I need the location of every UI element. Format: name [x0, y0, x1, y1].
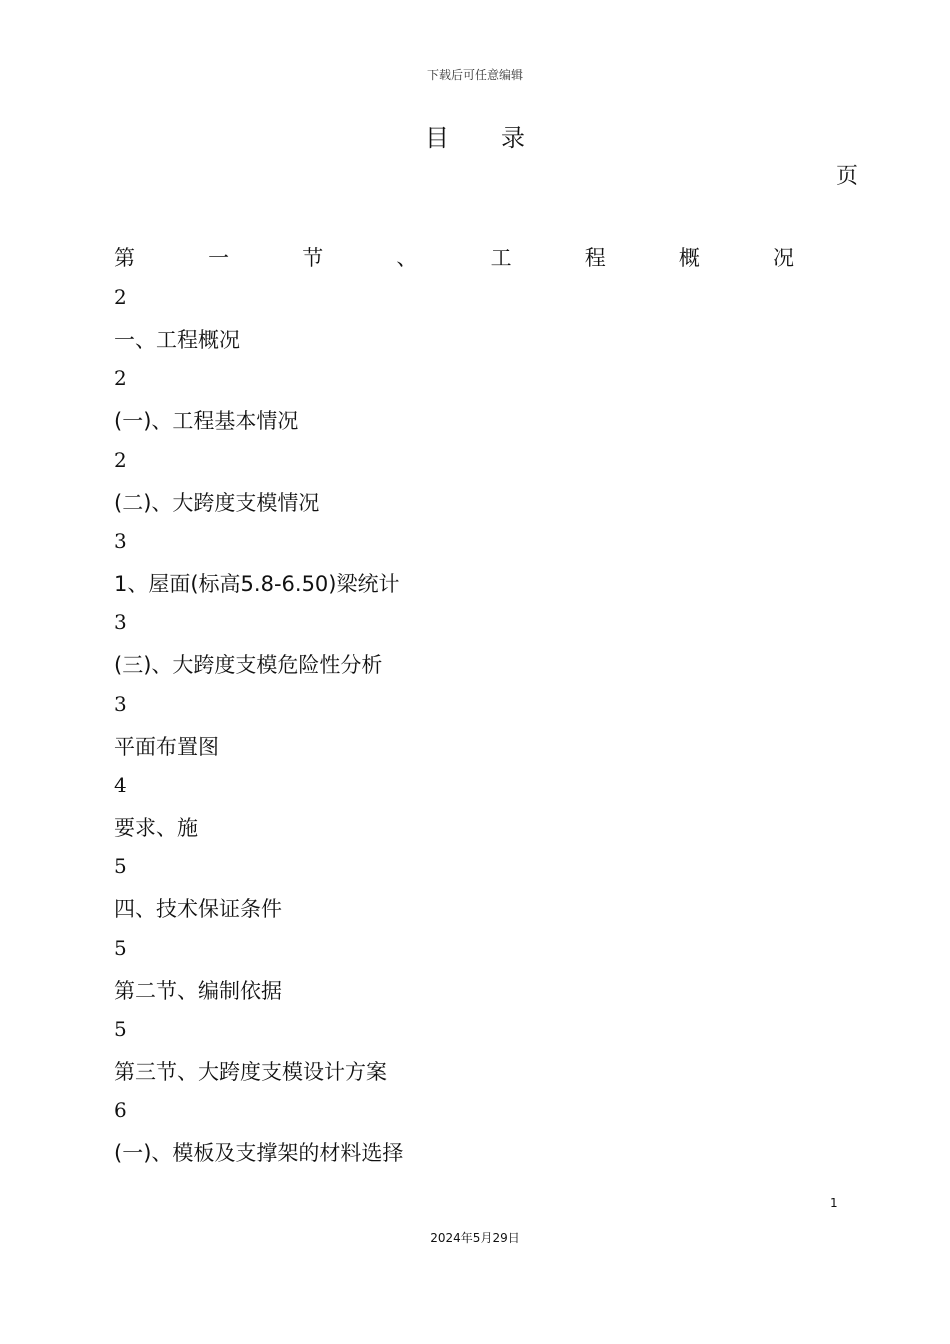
toc-entry-title[interactable]: 一、工程概况: [114, 328, 240, 352]
toc-entry-title[interactable]: [114, 242, 794, 272]
toc-entry-title[interactable]: 平面布置图: [114, 735, 219, 759]
toc-entry-title[interactable]: (二)、大跨度支模情况: [114, 491, 320, 515]
toc-entry-page: 3: [114, 529, 127, 553]
toc-entry-page: 5: [114, 1017, 127, 1041]
toc-entry-page: 2: [114, 285, 127, 309]
footer-date: 2024年5月29日: [430, 1231, 520, 1245]
toc-entry-title[interactable]: 第三节、大跨度支模设计方案: [114, 1060, 387, 1084]
toc-char: 、: [396, 246, 418, 270]
toc-char: 况: [772, 246, 794, 270]
toc-entry-title[interactable]: (一)、模板及支撑架的材料选择: [114, 1141, 404, 1165]
toc-char: 节: [302, 246, 324, 270]
toc-entry-page: 5: [114, 854, 127, 878]
toc-entry-page: 2: [114, 448, 127, 472]
toc-entry-page: 3: [114, 692, 127, 716]
toc-entry-title[interactable]: 第二节、编制依据: [114, 979, 282, 1003]
toc-entry-title[interactable]: (一)、工程基本情况: [114, 409, 299, 433]
header-note: 下载后可任意编辑: [426, 68, 523, 82]
toc-char: 第: [114, 246, 135, 270]
toc-entry-page: 6: [114, 1098, 127, 1122]
toc-char: 程: [584, 246, 606, 270]
toc-entry-title[interactable]: 要求、施: [114, 816, 198, 840]
toc-entry-page: 4: [114, 773, 127, 797]
toc-entry-page: 2: [114, 366, 127, 390]
toc-entry-page: 5: [114, 936, 127, 960]
toc-char: 工: [490, 246, 512, 270]
toc-char: 一: [208, 246, 230, 270]
footer-page-number: 1: [830, 1196, 838, 1210]
page-column-label: 页: [836, 164, 859, 189]
toc-entry-title[interactable]: 四、技术保证条件: [114, 897, 282, 921]
toc-title: 目录: [425, 124, 577, 152]
toc-entry-title[interactable]: (三)、大跨度支模危险性分析: [114, 653, 383, 677]
toc-char: 概: [678, 246, 700, 270]
toc-entry-title[interactable]: 1、屋面(标高5.8-6.50)梁统计: [114, 572, 400, 596]
toc-entry-page: 3: [114, 610, 127, 634]
